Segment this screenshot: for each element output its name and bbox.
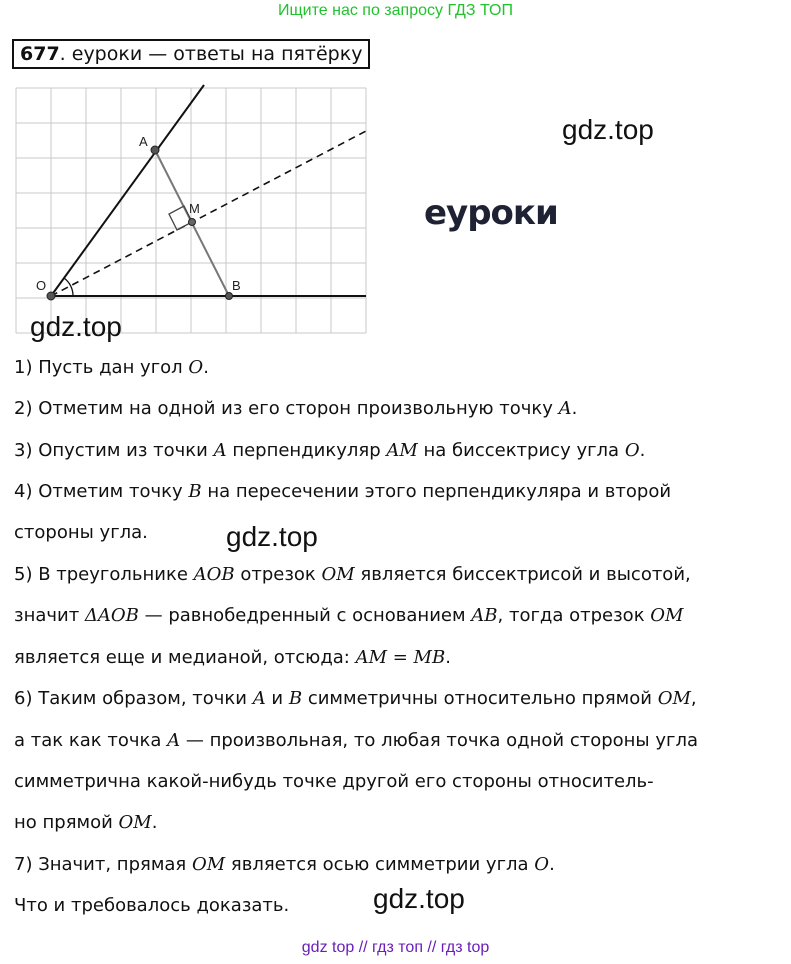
point-b [226,293,233,300]
solution-line: 2) Отметим на одной из его сторон произвольную точку A. [14,398,578,419]
top-banner: Ищите нас по запросу ГДЗ ТОП [278,2,513,19]
point-o [47,292,55,300]
label-o: O [36,278,47,293]
label-b: B [232,278,241,293]
solution-line: значит ΔAOB — равнобедренный с основанием AB, тогда отрезок OM [14,605,684,626]
solution-line: стороны угла. [14,522,148,543]
solution-line: является еще и медианой, отсюда: AM = MB. [14,647,451,668]
label-m: M [189,201,200,216]
solution-line: 7) Значит, прямая OM является осью симметрии угла O. [14,854,555,875]
solution-line: а так как точка A — произвольная, то любая точка одной стороны угла [14,730,699,751]
solution-line: симметрична какой-нибудь точке другой его стороны относитель- [14,771,654,792]
solution-line: Что и требовалось доказать. [14,895,290,916]
watermark-gdz: gdz.top [562,114,654,145]
watermark-gdz: gdz.top [226,521,318,552]
point-m [189,219,196,226]
watermark-brand: еуроки [424,193,558,233]
watermark-gdz: gdz.top [373,883,465,914]
task-header [12,39,370,69]
angle-arc [64,278,73,296]
solution-line: 4) Отметим точку B на пересечении этого перпендикуляра и второй [14,481,672,502]
label-a: A [139,134,148,149]
solution-line: но прямой OM. [14,812,158,833]
solution-line: 3) Опустим из точки A перпендикуляр AM на биссектрису угла O. [14,440,646,461]
solution-line: 6) Таким образом, точки A и B симметричны относительно прямой OM, [14,688,697,709]
geometry-diagram [0,80,380,340]
solution-line: 1) Пусть дан угол O. [14,357,209,378]
bisector-om [51,131,366,296]
footer-links[interactable]: gdz top // гдз топ // гдз top [301,939,490,956]
watermark-gdz: gdz.top [30,311,122,342]
task-number: 677 [20,43,60,65]
task-title: . еуроки — ответы на пятёрку [59,43,363,65]
point-a [151,146,159,154]
solution-line: 5) В треугольнике AOB отрезок OM является биссектрисой и высотой, [14,564,691,585]
ray-oa [51,85,204,296]
